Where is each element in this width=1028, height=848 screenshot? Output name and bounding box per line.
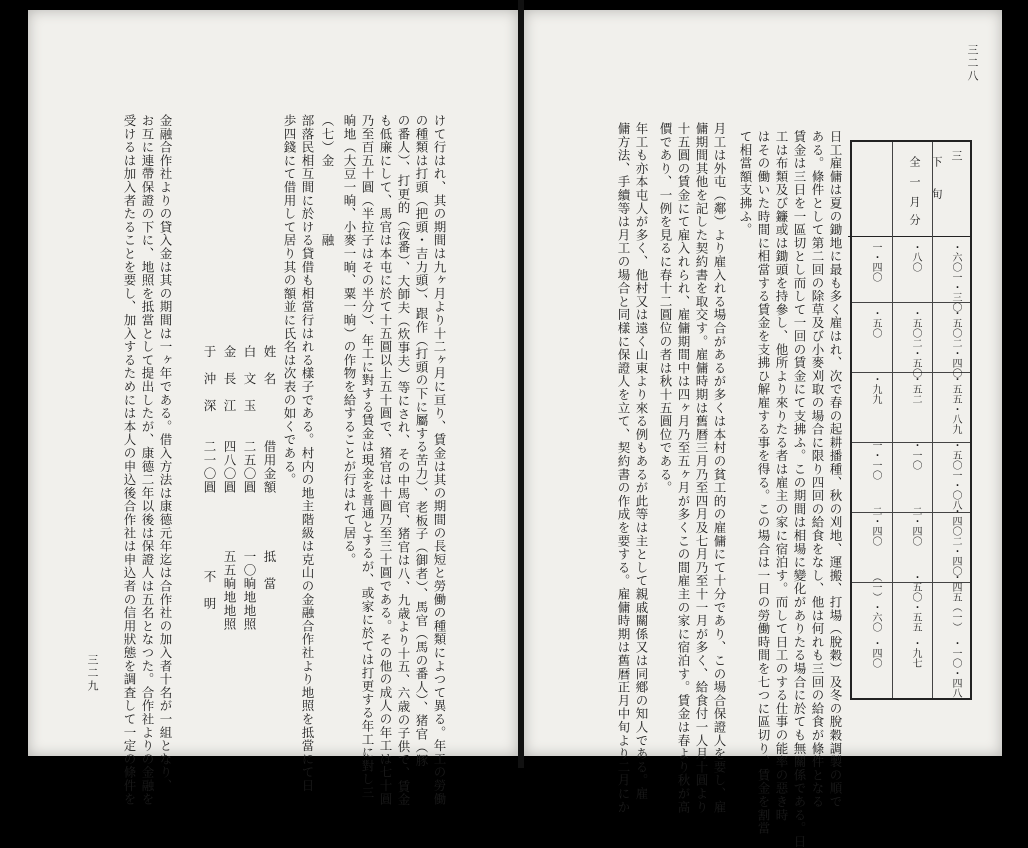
body-text-column: 傭方法、手續等は月工の場合と同樣に保證人を立て、契約書の作成を要する。雇傭時期は舊暦正月中旬より二月にか bbox=[616, 122, 631, 814]
body-text-column: 日工雇傭は夏の鋤地に最も多く雇はれ、次で春の起耕播種、秋の刈地、運搬、打場（脫穀）及冬の脫穀調製の順で bbox=[828, 130, 843, 809]
left-page bbox=[28, 10, 518, 807]
wage-table-header bbox=[848, 142, 970, 237]
loan-row-name: 于 沖 深 bbox=[202, 345, 217, 413]
wage-table-header-label: 分 bbox=[908, 214, 921, 225]
body-text-column: の番人）、打更的（夜番）、大師夫（炊事夫）等にされ、その中馬官、猪官は八、九歳より十五、六歳の子供で、賃金 bbox=[396, 114, 411, 807]
wage-table-cell: ・四八 bbox=[950, 668, 961, 698]
loan-row-name: 白 文 玉 bbox=[242, 345, 257, 413]
loan-row-collateral: 五五晌地地照 bbox=[222, 550, 237, 631]
body-text-column: 受けるは加入者たることを要し、加入するためには本人の申込後合作社は申込者の信用狀態を調査して一定の條件を bbox=[122, 114, 137, 806]
wage-table-cell: ・九七 bbox=[910, 638, 921, 668]
loan-header-collateral: 抵 當 bbox=[262, 550, 277, 591]
wage-table-cell: 二・四〇 bbox=[950, 536, 961, 576]
loan-row-amount: 二五〇圓 bbox=[242, 440, 257, 494]
body-text-column: ある。條件として第二回の除草及び小麥刈取の場合に限り四回の給食をなし、他は何れも三回の給食が條件となる bbox=[810, 130, 825, 809]
wage-table-cell: 一・〇八 bbox=[950, 470, 961, 510]
wage-table-cell: ・四〇 bbox=[870, 638, 881, 668]
body-text-column: はその働いた時間に相當する賃金を支拂ひ解雇する事を得る。この場合は一日の勞働時間を七つに區切り、賃金を割當 bbox=[756, 130, 771, 835]
body-text-column: 乃至百五十圓（半拉子はその半分）、年工に對する賃金は現金を普通とするが、或家に於ては打更する年工に對し三 bbox=[360, 114, 375, 800]
wage-table-cell: ・六〇 bbox=[950, 242, 961, 272]
body-text-column: 年工も亦本屯人が多く、他村又は遠く山東より來る例もあるが此等は主として親戚關係又は同鄕の知人である。雇 bbox=[634, 122, 649, 801]
wage-table-cell: ・五〇 bbox=[870, 308, 881, 338]
body-text-column: 歩四錢にて借用して居り其の額並に氏名は次表の如くである。 bbox=[282, 114, 297, 487]
loan-header-name: 姓 名 bbox=[262, 345, 277, 386]
wage-table-cell: ・五二 bbox=[910, 374, 921, 404]
wage-table-cell: ・五〇 bbox=[910, 308, 921, 338]
wage-table-cell: ・六〇 bbox=[870, 602, 881, 632]
wage-table-cell: ・五五 bbox=[910, 602, 921, 632]
wage-table-header-label: 三 bbox=[950, 150, 963, 161]
body-text-column: 賃金は三日を一區切とし而して一回の賃金にて支拂ふ。この期間は相場に變化がありたる場合に於ても無關係である。日 bbox=[792, 130, 807, 848]
loan-row-amount: 四八〇圓 bbox=[222, 440, 237, 494]
loan-row-collateral: 一〇晌地地照 bbox=[242, 550, 257, 631]
wage-table bbox=[850, 140, 972, 700]
wage-table-cell: ・八九 bbox=[950, 404, 961, 434]
table-divider bbox=[892, 142, 893, 698]
body-text-column: の種類は打頭（把頭・吉力頭）、跟作（打頭の下に屬する苦力）、老板子（御者）、馬官（馬の番人）、猪官（豚 bbox=[414, 114, 429, 768]
wage-table-header-label: 月 bbox=[908, 196, 921, 207]
body-text-column: 月工は外屯（鄰）より雇入れる場合があるが多くは本村の貧工的の雇傭にて十分であり、この場合保證人を要し、雇 bbox=[712, 122, 727, 814]
body-text-column: 十五圓の賃金にて雇入れられ、雇傭期間中は四ヶ月乃至五ヶ月が多くこの間雇主の家に宿泊す。賃金は春より秋が高 bbox=[676, 122, 691, 814]
body-text-column: も低廉にして、馬官は本屯に於て十五圓以上五十圓で、猪官は十圓乃至三十圓である。その他の成人の年工は七十圓 bbox=[378, 114, 393, 806]
body-text-column: 部落民相互間に於ける貸借も相當行はれる樣子である。村内の地主階級は克山の金融合作社より地照を抵當にて日 bbox=[300, 114, 315, 793]
wage-table-cell: ・九九 bbox=[870, 374, 881, 404]
page-number: 三二八 bbox=[966, 44, 979, 83]
wage-table-header-label: 下 bbox=[930, 156, 943, 167]
wage-table-cell: ・四五 bbox=[950, 572, 961, 602]
wage-table-header-label: 一 bbox=[908, 176, 921, 187]
wage-table-cell: ・四〇 bbox=[950, 506, 961, 536]
wage-table-cell: 二・四〇 bbox=[870, 506, 881, 546]
right-page bbox=[524, 10, 1002, 848]
page-number: 三二九 bbox=[86, 654, 99, 693]
loan-row-name: 金 長 江 bbox=[222, 345, 237, 413]
wage-table-cell: ・八〇 bbox=[910, 242, 921, 272]
wage-table-header-label: 全 bbox=[908, 156, 921, 167]
wage-table-cell: ・五〇 bbox=[910, 572, 921, 602]
body-text-column: 晌地（大豆一晌、小麥一晌、粟一晌）の作物を給することが行はれて居る。 bbox=[342, 114, 357, 567]
wage-table-header-label: 旬 bbox=[930, 188, 943, 199]
wage-table-cell: 二・五〇 bbox=[910, 338, 921, 378]
wage-table-cell: （一） bbox=[950, 602, 961, 632]
wage-table-cell: 一・一〇 bbox=[870, 440, 881, 480]
loan-header-amount: 借用金額 bbox=[262, 440, 277, 494]
table-divider bbox=[932, 142, 933, 698]
wage-table-cell: ・五〇 bbox=[950, 308, 961, 338]
wage-table-cell: ・五五 bbox=[950, 374, 961, 404]
body-text-column: 傭期間其他を記した契約書を取交す。雇傭時期は舊暦三月乃至四月及七月乃至十一月が多く、給食付一人月十圓より bbox=[694, 122, 709, 814]
wage-table-cell: 二・四〇 bbox=[910, 506, 921, 546]
wage-table-cell: ・一〇 bbox=[950, 638, 961, 668]
wage-table-cell: ・一〇 bbox=[910, 440, 921, 470]
wage-table-cell: 一・三〇 bbox=[950, 272, 961, 312]
loan-row-amount: 二一〇圓 bbox=[202, 440, 217, 494]
body-text-column: （七）金 融 bbox=[320, 114, 335, 247]
wage-table-cell: 一・四〇 bbox=[870, 242, 881, 282]
body-text-column: けて行はれ、其の期間は九ヶ月より十二ヶ月に亘り、賃金は其の期間の長短と勞働の種類によつて異る。年工の勞働 bbox=[432, 114, 447, 806]
body-text-column: 工は布類及び鐮或は鋤頭を持參し、他所より來りたる者は雇主の家に宿泊す。而して日工のする仕事の能率の惡き時 bbox=[774, 130, 789, 822]
loan-row-collateral: 不 明 bbox=[202, 570, 217, 611]
wage-table-cell: ・五〇 bbox=[950, 440, 961, 470]
wage-table-cell: 二・四〇 bbox=[950, 338, 961, 378]
body-text-column: て相當額支拂ふ。 bbox=[738, 130, 753, 237]
wage-table-cell: （一） bbox=[870, 572, 881, 602]
body-text-column: 金融合作社よりの貸入金は其の期間は一ヶ年である。借入方法は康德元年迄は合作社の加入者十名が一組となり、 bbox=[158, 114, 173, 793]
body-text-column: お互に連帶保證の下に、地照を抵當として提出したが、康德二年以後は保證人は五名となつた。合作社よりの金融を bbox=[140, 114, 155, 806]
body-text-column: 價であり、一例を見るに春十二圓位の者は秋十五圓位である。 bbox=[658, 122, 673, 495]
